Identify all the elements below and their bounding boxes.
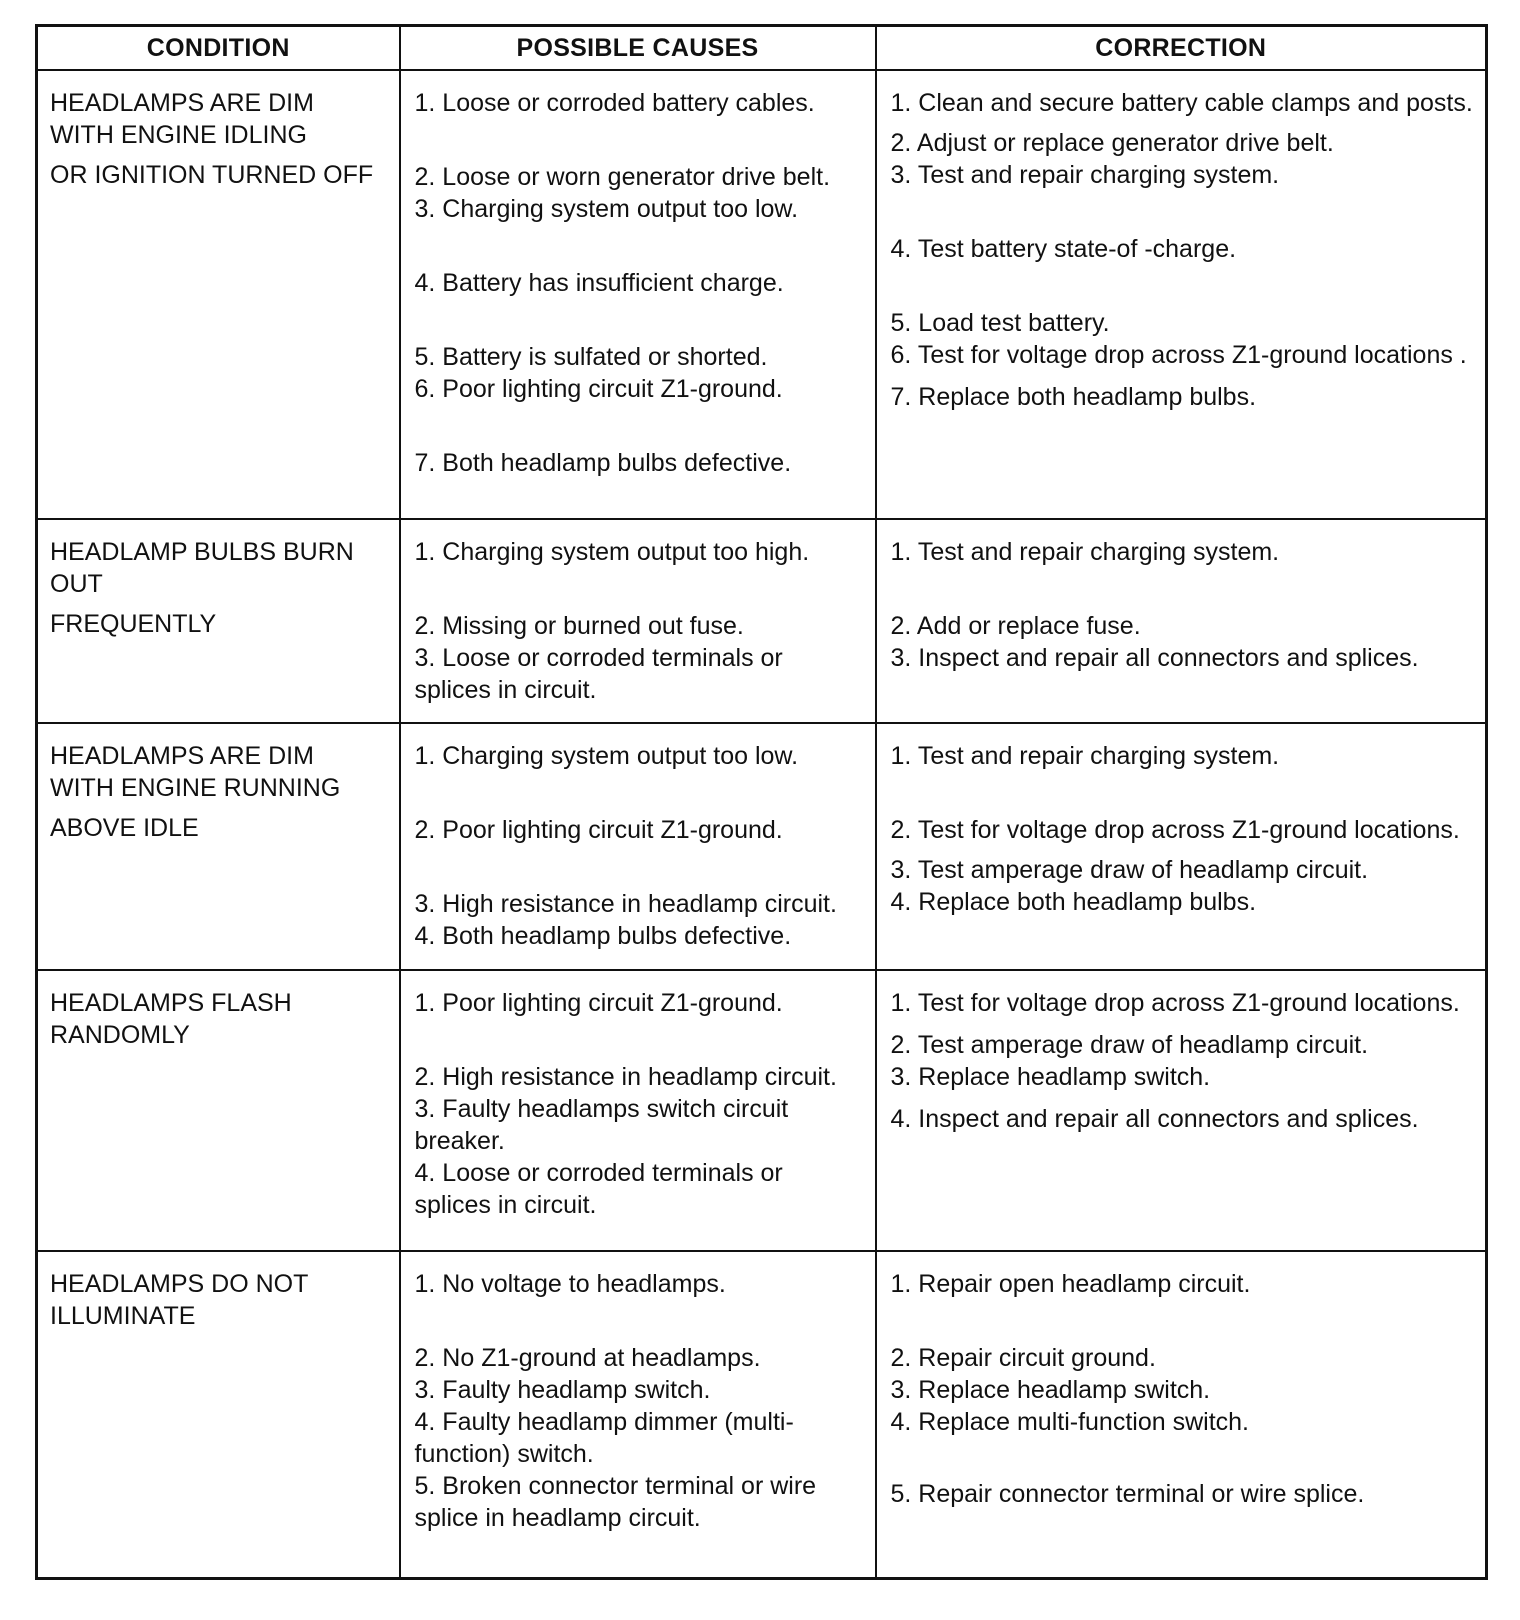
correction-item: 1. Test and repair charging system.: [890, 741, 1280, 770]
table-row: [37, 519, 1487, 723]
correction-item: 2. Repair circuit ground.: [890, 1343, 1156, 1372]
correction-item: 2. Adjust or replace generator drive belt.: [890, 129, 1334, 157]
condition-cell: [37, 1251, 400, 1579]
correction-item: 3. Replace headlamp switch.: [890, 1063, 1211, 1092]
possible-cause-item: 3. Charging system output too low.: [414, 195, 799, 223]
possible-cause-item: 1. Charging system output too high.: [414, 537, 810, 566]
possible-cause-item: 1. Charging system output too low.: [414, 741, 799, 770]
table-row: [37, 723, 1487, 970]
condition-text: ABOVE IDLE: [50, 813, 199, 842]
possible-cause-item: 2. Missing or burned out fuse.: [414, 611, 744, 640]
possible-cause-item: 7. Both headlamp bulbs defective.: [414, 449, 792, 477]
header-condition: CONDITION: [37, 26, 400, 71]
possible-cause-item: 2. No Z1-ground at headlamps.: [414, 1343, 761, 1372]
possible-cause-item: 4. Faulty headlamp dimmer (multi-function) switch.: [414, 1407, 794, 1468]
condition-cell: [37, 70, 400, 519]
condition-text: HEADLAMPS ARE DIM WITH ENGINE RUNNING: [50, 741, 341, 802]
table-row: [37, 1251, 1487, 1579]
correction-cell: [876, 1251, 1487, 1579]
possible-cause-item: 5. Battery is sulfated or shorted.: [414, 343, 768, 371]
correction-item: 7. Replace both headlamp bulbs.: [890, 383, 1257, 411]
possible-cause-item: 6. Poor lighting circuit Z1-ground.: [414, 375, 783, 403]
possible-causes-cell: [400, 519, 876, 723]
correction-item: 3. Test and repair charging system.: [890, 161, 1280, 189]
condition-cell: [37, 723, 400, 970]
possible-causes-cell: [400, 70, 876, 519]
diagnosis-table-sheet: [35, 24, 1485, 1580]
correction-item: 4. Replace multi-function switch.: [890, 1407, 1249, 1436]
header-possible-causes: POSSIBLE CAUSES: [400, 26, 876, 71]
correction-item: 2. Test amperage draw of headlamp circuit.: [890, 1031, 1369, 1060]
condition-cell: [37, 519, 400, 723]
correction-item: 3. Test amperage draw of headlamp circuit.: [890, 855, 1369, 884]
table-header-row: [37, 26, 1487, 71]
possible-causes-cell: [400, 1251, 876, 1579]
condition-text: OR IGNITION TURNED OFF: [50, 161, 374, 189]
correction-item: 5. Repair connector terminal or wire splice.: [890, 1479, 1365, 1508]
possible-cause-item: 5. Broken connector terminal or wire splice in headlamp circuit.: [414, 1471, 817, 1532]
possible-cause-item: 1. No voltage to headlamps.: [414, 1269, 726, 1298]
possible-cause-item: 3. High resistance in headlamp circuit.: [414, 889, 837, 918]
possible-cause-item: 1. Loose or corroded battery cables.: [414, 89, 815, 117]
correction-cell: [876, 723, 1487, 970]
correction-cell: [876, 970, 1487, 1250]
possible-cause-item: 4. Both headlamp bulbs defective.: [414, 921, 792, 950]
correction-item: 3. Replace headlamp switch.: [890, 1375, 1211, 1404]
possible-cause-item: 3. Faulty headlamp switch.: [414, 1375, 711, 1404]
correction-item: 4. Inspect and repair all connectors and splices.: [890, 1105, 1419, 1134]
possible-cause-item: 2. High resistance in headlamp circuit.: [414, 1063, 837, 1092]
possible-causes-cell: [400, 970, 876, 1250]
correction-item: 2. Add or replace fuse.: [890, 611, 1141, 640]
condition-text: HEADLAMPS DO NOT ILLUMINATE: [50, 1269, 309, 1330]
correction-cell: [876, 70, 1487, 519]
correction-item: 4. Replace both headlamp bulbs.: [890, 887, 1257, 916]
table-body: [37, 70, 1487, 1579]
correction-cell: [876, 519, 1487, 723]
correction-item: 6. Test for voltage drop across Z1-ground locations .: [890, 341, 1467, 369]
header-correction: CORRECTION: [876, 26, 1487, 71]
possible-cause-item: 2. Loose or worn generator drive belt.: [414, 163, 831, 191]
correction-item: 1. Clean and secure battery cable clamps and posts.: [890, 89, 1473, 117]
possible-cause-item: 4. Loose or corroded terminals or splices in circuit.: [414, 1159, 783, 1220]
condition-text: FREQUENTLY: [50, 609, 217, 638]
condition-text: HEADLAMPS ARE DIM WITH ENGINE IDLING: [50, 89, 314, 149]
possible-cause-item: 2. Poor lighting circuit Z1-ground.: [414, 815, 783, 844]
table-row: [37, 970, 1487, 1250]
possible-cause-item: 3. Loose or corroded terminals or splices in circuit.: [414, 643, 783, 704]
correction-item: 2. Test for voltage drop across Z1-ground locations.: [890, 815, 1460, 844]
table-row: [37, 70, 1487, 519]
possible-cause-item: 3. Faulty headlamps switch circuit breaker.: [414, 1095, 789, 1156]
diagnosis-table: [35, 24, 1488, 1580]
possible-cause-item: 1. Poor lighting circuit Z1-ground.: [414, 989, 783, 1018]
correction-item: 3. Inspect and repair all connectors and splices.: [890, 643, 1419, 672]
condition-text: HEADLAMPS FLASH RANDOMLY: [50, 989, 292, 1050]
condition-text: HEADLAMP BULBS BURN OUT: [50, 537, 354, 598]
correction-item: 1. Test and repair charging system.: [890, 537, 1280, 566]
possible-causes-cell: [400, 723, 876, 970]
correction-item: 5. Load test battery.: [890, 309, 1110, 337]
condition-cell: [37, 970, 400, 1250]
correction-item: 1. Repair open headlamp circuit.: [890, 1269, 1251, 1298]
possible-cause-item: 4. Battery has insufficient charge.: [414, 269, 784, 297]
correction-item: 1. Test for voltage drop across Z1-ground locations.: [890, 989, 1460, 1018]
correction-item: 4. Test battery state-of -charge.: [890, 235, 1237, 263]
